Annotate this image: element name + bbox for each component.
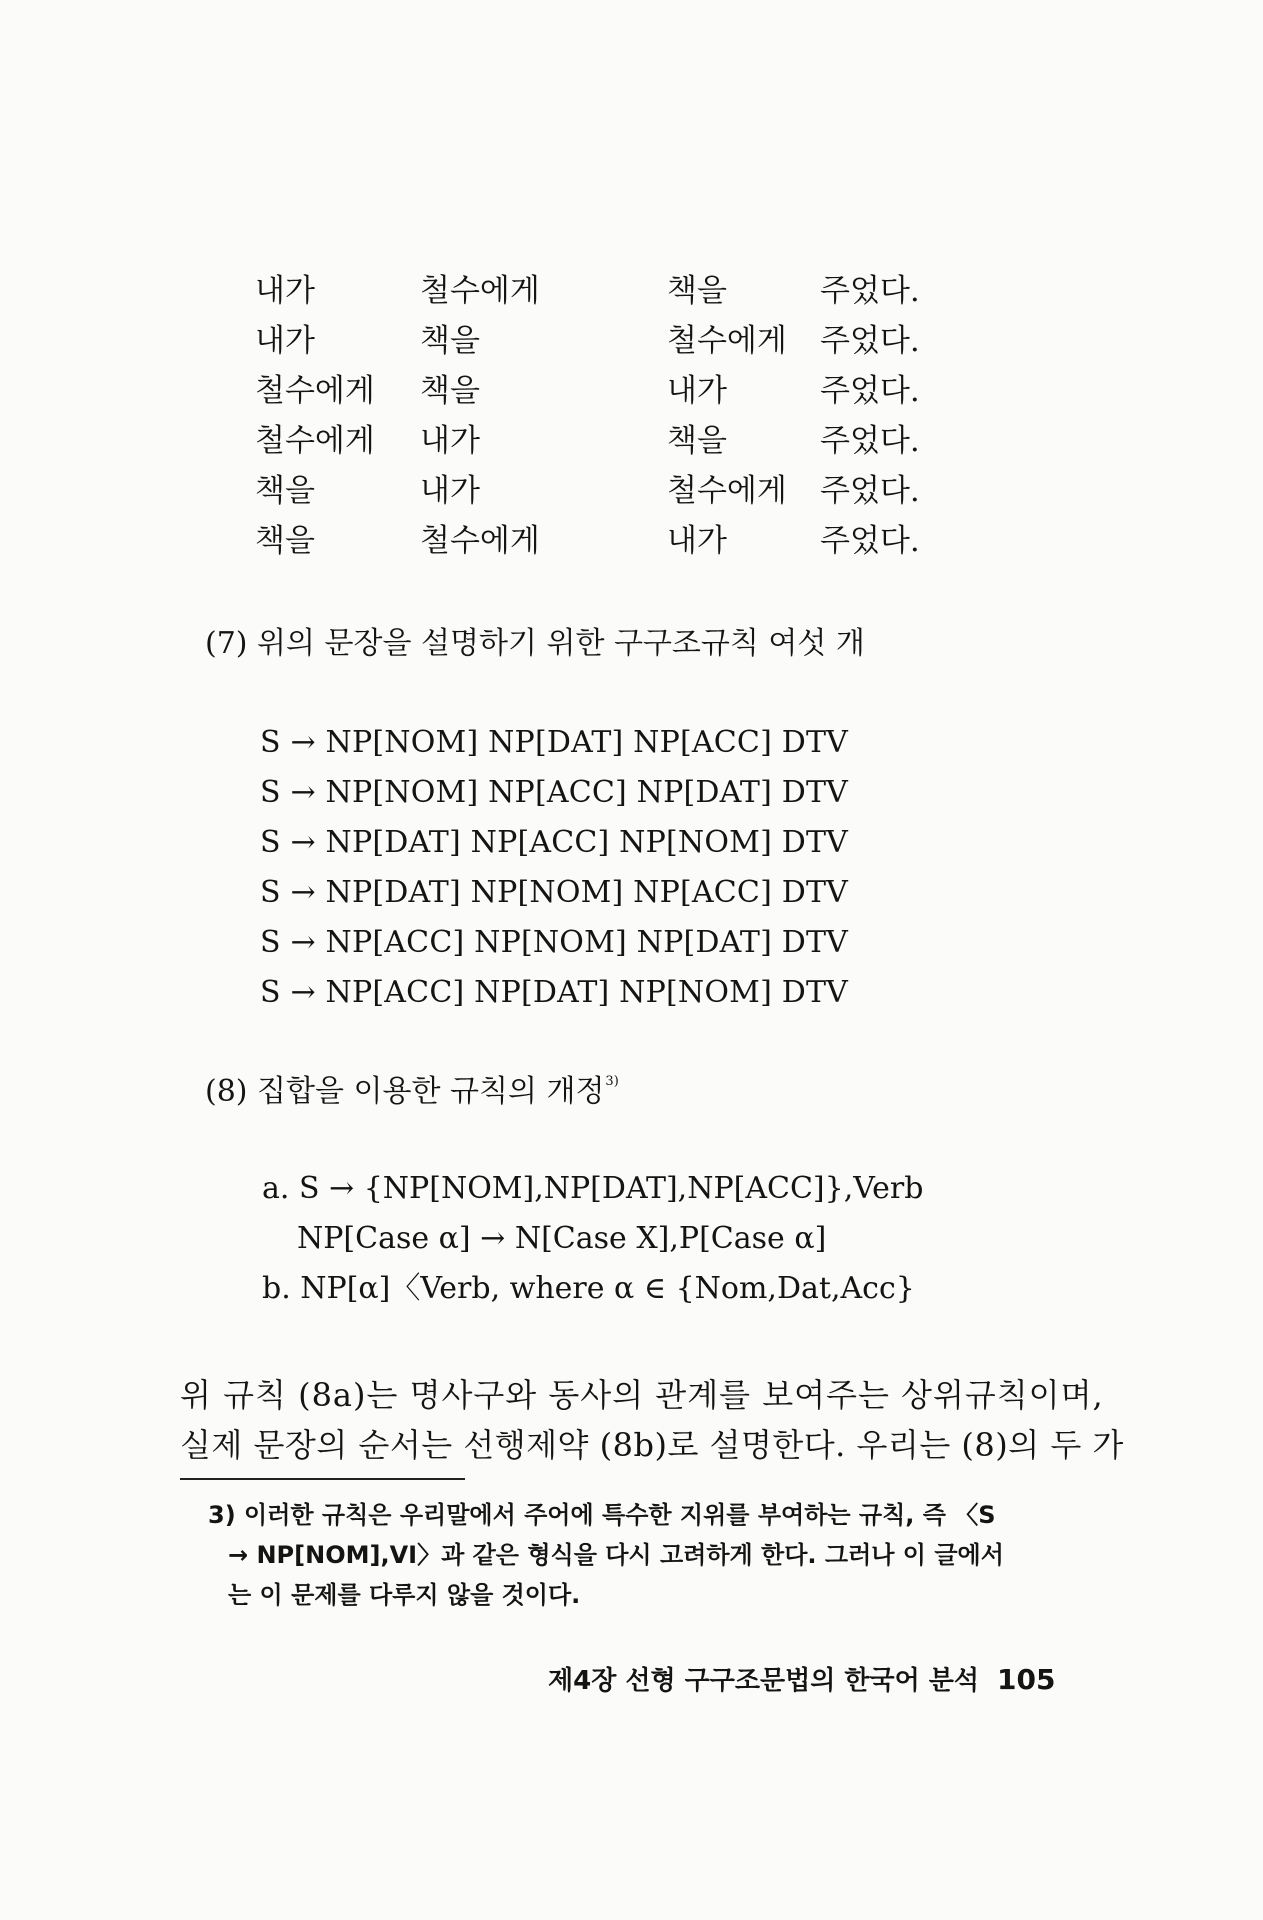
rule-line: S → NP[ACC] NP[DAT] NP[NOM] DTV [260,975,849,1010]
running-footer [548,1660,1056,1697]
example-8-heading [205,1066,619,1110]
rule-line: S → NP[NOM] NP[ACC] NP[DAT] DTV [260,775,849,810]
sentence-word: 주었다. [820,473,920,509]
sentence-word: 책을 [667,423,727,459]
paragraph-line: 위 규칙 (8a)는 명사구와 동사의 관계를 보여주는 상위규칙이며, [180,1376,1104,1414]
footnote-divider [180,1478,465,1480]
rule-line: b. NP[α]〈Verb, where α ∈ {Nom,Dat,Acc} [262,1271,915,1306]
sentence-word: 책을 [255,473,315,509]
sentence-word: 주었다. [820,273,920,309]
sentence-word: 책을 [420,373,480,409]
rule-line: NP[Case α] → N[Case X],P[Case α] [297,1221,827,1256]
example-7-heading: (7) 위의 문장을 설명하기 위한 구구조규칙 여섯 개 [205,626,865,661]
sentence-word: 철수에게 [255,423,375,459]
paragraph-line: 실제 문장의 순서는 선행제약 (8b)로 설명한다. 우리는 (8)의 두 가 [180,1426,1124,1464]
example-8-heading-text: (8) 집합을 이용한 규칙의 개정 [205,1074,605,1109]
footnote [208,1495,1058,1615]
sentence-word: 내가 [255,273,315,309]
phrase-structure-rules [260,718,848,1018]
sentence-word: 내가 [667,373,727,409]
set-based-rules [262,1164,923,1314]
rule-line: S → NP[ACC] NP[NOM] NP[DAT] DTV [260,925,849,960]
footnote-line: 는 이 문제를 다루지 않을 것이다. [228,1581,581,1609]
sentence-word: 철수에게 [420,273,540,309]
sentence-word: 내가 [667,523,727,559]
sentence-word: 책을 [667,273,727,309]
sentence-word: 내가 [255,323,315,359]
sentence-word: 주었다. [820,423,920,459]
footnote-reference: 3) [605,1074,619,1089]
sentence-word: 주었다. [820,373,920,409]
body-paragraph [180,1370,1124,1470]
rule-line: a. S → {NP[NOM],NP[DAT],NP[ACC]},Verb [262,1171,924,1206]
sentence-word: 주었다. [820,523,920,559]
sentence-word: 철수에게 [667,473,787,509]
rule-line: S → NP[NOM] NP[DAT] NP[ACC] DTV [260,725,849,760]
sentence-word: 철수에게 [420,523,540,559]
rule-line: S → NP[DAT] NP[ACC] NP[NOM] DTV [260,825,849,860]
sentence-word: 내가 [420,473,480,509]
sentence-word: 철수에게 [667,323,787,359]
chapter-title: 제4장 선형 구구조문법의 한국어 분석 [548,1666,980,1696]
footnote-line: → NP[NOM],VI〉과 같은 형식을 다시 고려하게 한다. 그러나 이 글에서 [228,1541,1004,1569]
sentence-word: 책을 [255,523,315,559]
footnote-line: 3) 이러한 규칙은 우리말에서 주어에 특수한 지위를 부여하는 규칙, 즉 〈S [208,1501,996,1529]
sentence-word: 주었다. [820,323,920,359]
sentence-word: 내가 [420,423,480,459]
sentence-word: 철수에게 [255,373,375,409]
rule-line: S → NP[DAT] NP[NOM] NP[ACC] DTV [260,875,849,910]
sentence-word: 책을 [420,323,480,359]
page-number: 105 [997,1663,1056,1696]
